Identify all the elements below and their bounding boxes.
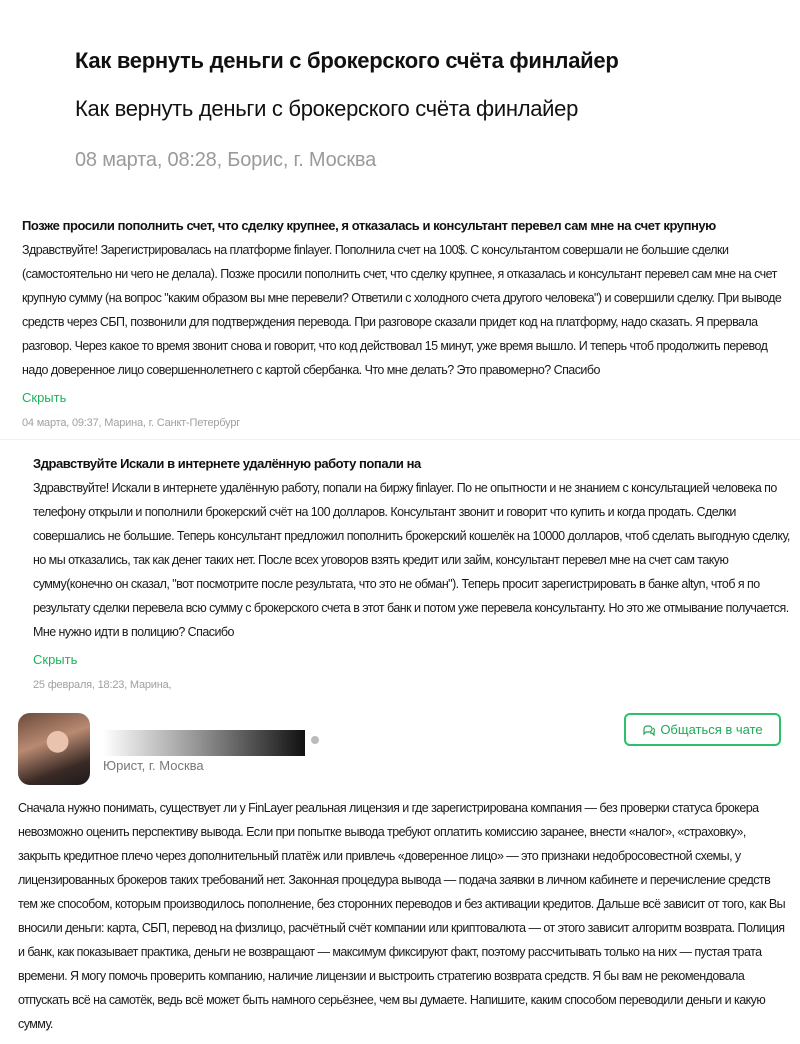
chat-button-label: Общаться в чате bbox=[660, 722, 763, 737]
page-header bbox=[0, 0, 800, 205]
expert-name-redacted[interactable] bbox=[103, 730, 305, 756]
question-body: Здравствуйте! Зарегистрировалась на платформе finlayer. Пополнила счет на 100$. С консультантом совершали не большие сделки (самостоятельно ни чего не делала). Позже просили пополнить счет, что сделку крупнее, я отказалась и консультант перевел сам мне на счет крупную сумму (на вопрос "каким образом вы мне перевели? Ответили с холодного счета другого человека") и совершили сделку. При выводе средств через СБП, позвонили для подтверждения перевода. При разговоре сказали придет код на платформу, надо сказать. Я прервала разговор. Через какое то время звонит снова и говорит, что код действовал 15 минут, уже время вышло. И теперь чтоб продолжить перевод надо доверенное лицо совершеннолетнего с картой сбербанка. Что мне делать? Это правомерно? Спасибо bbox=[22, 243, 782, 377]
followup-question bbox=[22, 205, 794, 429]
page-title: Как вернуть деньги с брокерского счёта финлайер bbox=[75, 48, 619, 73]
expert-answer: Сначала нужно понимать, существует ли у FinLayer реальная лицензия и где зарегистрирована компания — без проверки статуса брокера невозможно оценить перспективу вывода. Если при попытке вывода требуют оплатить комиссию заранее, внести «налог», «страховку», закрыть кредитное плечо через дополнительный платёж или привлечь «доверенное лицо» — это признаки недобросовестной схемы, у лицензированных брокеров таких требований нет. Законная процедура вывода — подача заявки в личном кабинете и перечисление средств тем же способом, которым производилось пополнение, без сторонних переводов и без активации кредитов. Дальше всё зависит от того, как Вы вносили деньги: карта, СБП, перевод на физлицо, расчётный счёт компании или криптовалюта — от этого зависит алгоритм возврата. Полиция и банк, как показывает практика, деньги не возвращают — максимум фиксируют факт, поэтому рассчитывать только на них — пустая трата времени. Я могу помочь проверить компанию, наличие лицензии и выстроить стратегию возврата средств. Я бы вам не рекомендовала отпускать всё на самотёк, ведь всё может быть намного серьёзнее, чем вы думаете. Напишите, каким способом переводили деньги и какую сумму. bbox=[18, 801, 786, 1031]
question-heading: Здравствуйте Искали в интернете удалённую работу попали на bbox=[33, 456, 421, 471]
expert-role: Юрист, г. Москва bbox=[103, 758, 204, 773]
page-subtitle: Как вернуть деньги с брокерского счёта финлайер bbox=[75, 96, 579, 121]
online-status-dot bbox=[311, 736, 319, 744]
hide-link[interactable]: Скрыть bbox=[33, 652, 78, 667]
question-body: Здравствуйте! Искали в интернете удалённую работу, попали на биржу finlayer. По не опытности и не знанием с консультацией человека по телефону открыли и пополнили брокерский счёт на 100 долларов. Консультант звонит и говорит что купить и когда продать. Сделки совершались не большие. Теперь консультант предложил пополнить брокерский кошелёк на 10000 долларов, чтоб сделать выгодную сделку, но мы отказались, так как денег таких нет. После всех уговоров взять кредит или займ, консультант перевел мне на счет сам такую сумму(конечно он сказал, "вот посмотрите после результата, что это не обман"). Теперь просит зарегистрировать в банке altyn, чтоб я по результату сделки перевела всю сумму с брокерского счета в этот банк и потом уже перевела консультанту. Но это же отмывание получается. Мне нужно идти в полицию? Спасибо bbox=[33, 481, 790, 639]
hide-link[interactable]: Скрыть bbox=[22, 390, 67, 405]
chat-button[interactable] bbox=[624, 713, 781, 746]
question-heading: Позже просили пополнить счет, что сделку крупнее, я отказалась и консультант перевел сам мне на счет крупную bbox=[22, 218, 716, 233]
expert-card bbox=[0, 713, 800, 793]
expert-avatar[interactable] bbox=[18, 713, 90, 785]
followup-question bbox=[33, 440, 793, 691]
chat-bubbles-icon bbox=[642, 723, 656, 737]
question-meta: 25 февраля, 18:23, Марина, bbox=[33, 679, 172, 691]
question-meta: 04 марта, 09:37, Марина, г. Санкт-Петербург bbox=[22, 417, 241, 429]
question-date: 08 марта, 08:28, Борис, г. Москва bbox=[75, 149, 376, 171]
